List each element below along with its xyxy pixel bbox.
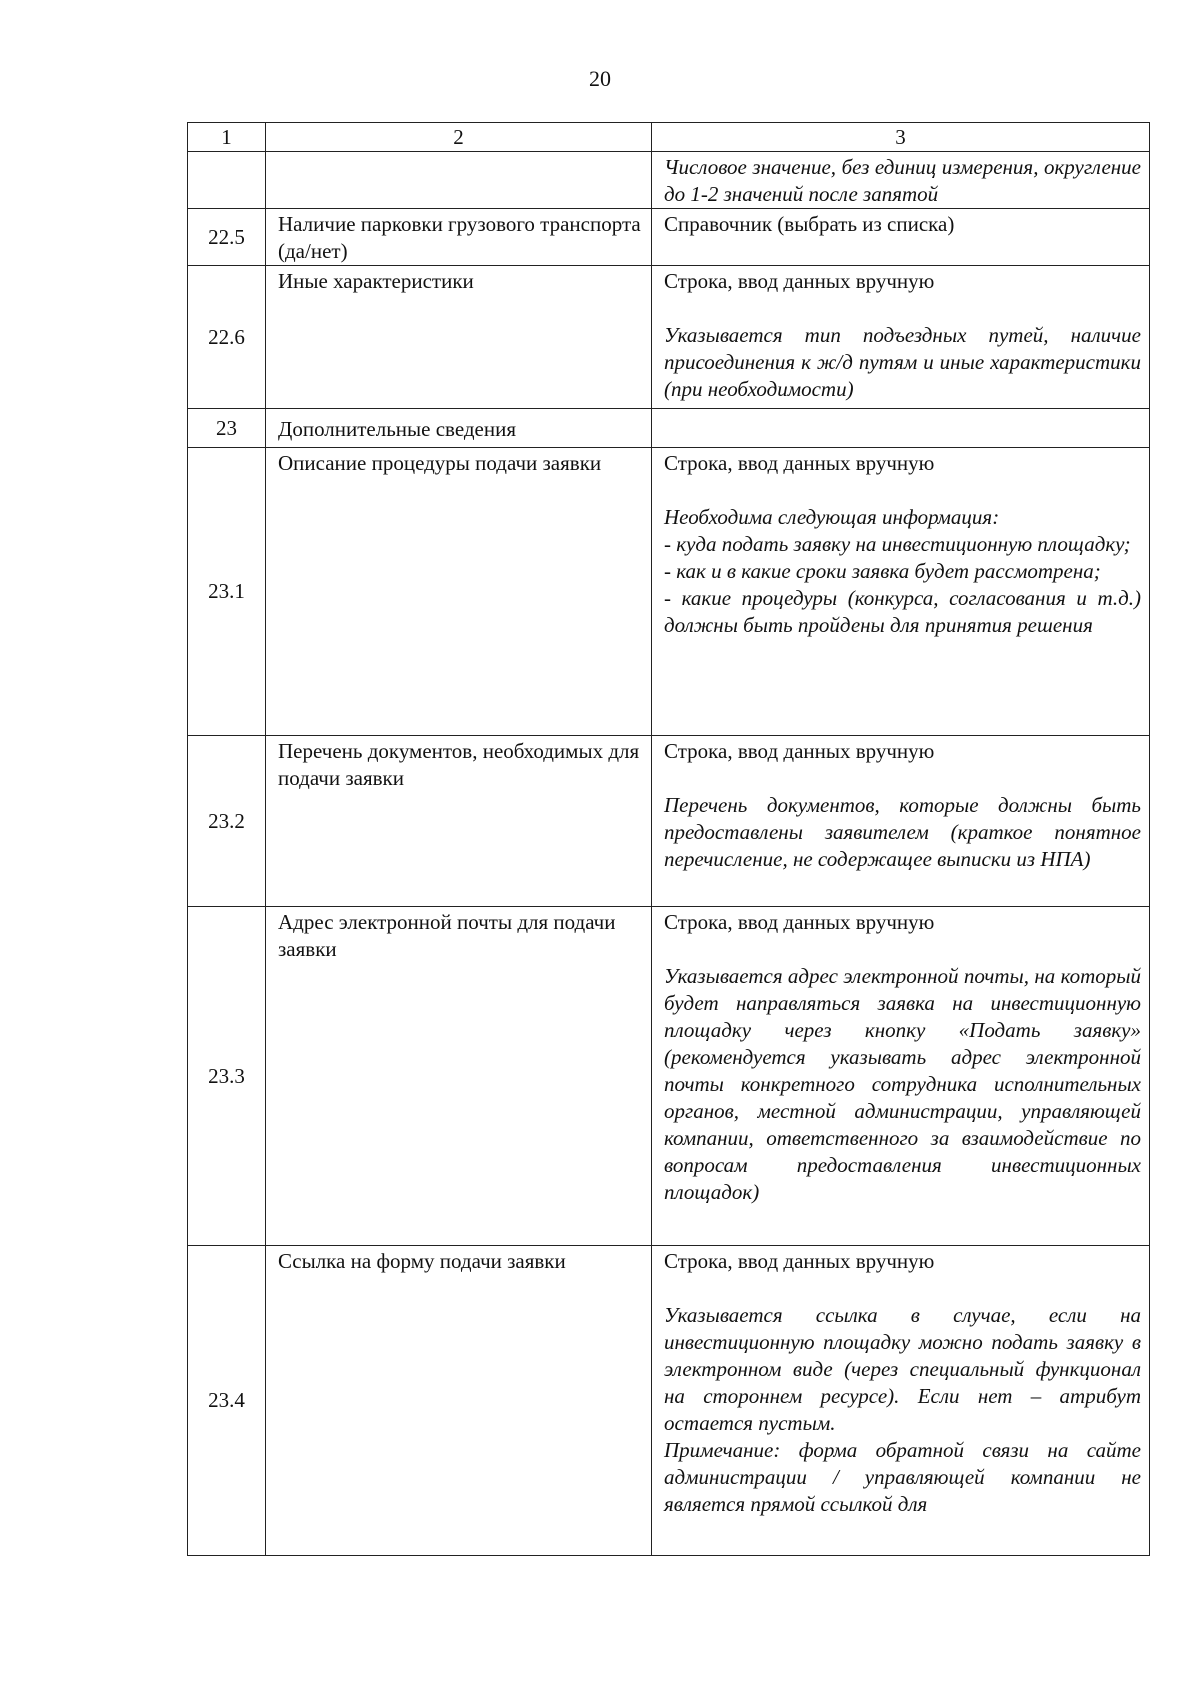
table-row xyxy=(188,907,1150,1246)
format-note: Числовое значение, без единиц измерения, округление до 1-2 значений после запятой xyxy=(664,155,1141,206)
format-type: Строка, ввод данных вручную xyxy=(664,269,935,293)
format-note-intro: Необходима следующая информация: xyxy=(664,505,1000,529)
attribute-format xyxy=(652,152,1150,209)
format-type: Справочник (выбрать из списка) xyxy=(664,212,955,236)
table-row xyxy=(188,152,1150,209)
table-row xyxy=(188,209,1150,266)
format-note: Перечень документов, которые должны быть предоставлены заявителем (краткое понятное перечисление, не содержащее выписки из НПА) xyxy=(664,793,1141,871)
format-note: Указывается тип подъездных путей, наличие присоединения к ж/д путям и иные характеристики (при необходимости) xyxy=(664,323,1141,401)
table-row xyxy=(188,736,1150,907)
attribute-format xyxy=(652,736,1150,907)
attribute-format xyxy=(652,907,1150,1246)
attributes-table xyxy=(187,122,1150,1556)
attribute-name: Ссылка на форму подачи заявки xyxy=(266,1246,652,1556)
format-note-remark: Примечание: форма обратной связи на сайте администрации / управляющей компании не является прямой ссылкой для xyxy=(664,1438,1141,1516)
attribute-format xyxy=(652,409,1150,448)
column-header-3: 3 xyxy=(652,123,1150,152)
row-number: 23.1 xyxy=(188,448,266,736)
table-header-row xyxy=(188,123,1150,152)
format-type: Строка, ввод данных вручную xyxy=(664,910,935,934)
format-note: Указывается ссылка в случае, если на инвестиционную площадку можно подать заявку в электронном виде (через специальный функционал на стороннем ресурсе). Если нет – атрибут остается пустым. xyxy=(664,1303,1141,1435)
format-note: Указывается адрес электронной почты, на который будет направляться заявка на инвестиционную площадку через кнопку «Подать заявку» (рекомендуется указывать адрес электронной почты конкретного сотрудника исполнительных органов, местной администрации, управляющей компании, ответственного за взаимодействие по вопросам предоставления инвестиционных площадок) xyxy=(664,964,1141,1204)
table-row xyxy=(188,266,1150,409)
column-header-1: 1 xyxy=(188,123,266,152)
attribute-name: Описание процедуры подачи заявки xyxy=(266,448,652,736)
format-type: Строка, ввод данных вручную xyxy=(664,739,935,763)
attribute-name: Дополнительные сведения xyxy=(266,409,652,448)
attribute-format xyxy=(652,448,1150,736)
row-number: 23 xyxy=(188,409,266,448)
attribute-format xyxy=(652,1246,1150,1556)
attribute-format xyxy=(652,209,1150,266)
row-number: 22.6 xyxy=(188,266,266,409)
attribute-name: Перечень документов, необходимых для подачи заявки xyxy=(266,736,652,907)
attribute-name: Иные характеристики xyxy=(266,266,652,409)
table-row xyxy=(188,1246,1150,1556)
row-number: 23.3 xyxy=(188,907,266,1246)
row-number: 22.5 xyxy=(188,209,266,266)
row-number: 23.4 xyxy=(188,1246,266,1556)
format-type: Строка, ввод данных вручную xyxy=(664,1249,935,1273)
row-number: 23.2 xyxy=(188,736,266,907)
format-note-item: - как и в какие сроки заявка будет рассмотрена; xyxy=(664,559,1101,583)
format-type: Строка, ввод данных вручную xyxy=(664,451,935,475)
column-header-2: 2 xyxy=(266,123,652,152)
attribute-name: Наличие парковки грузового транспорта (да/нет) xyxy=(266,209,652,266)
attribute-name xyxy=(266,152,652,209)
table-row xyxy=(188,409,1150,448)
attribute-name: Адрес электронной почты для подачи заявки xyxy=(266,907,652,1246)
table-row xyxy=(188,448,1150,736)
row-number xyxy=(188,152,266,209)
format-note-item: - какие процедуры (конкурса, согласования и т.д.) должны быть пройдены для принятия решения xyxy=(664,586,1141,637)
attribute-format xyxy=(652,266,1150,409)
format-note-item: - куда подать заявку на инвестиционную площадку; xyxy=(664,532,1131,556)
page-number: 20 xyxy=(589,66,611,91)
